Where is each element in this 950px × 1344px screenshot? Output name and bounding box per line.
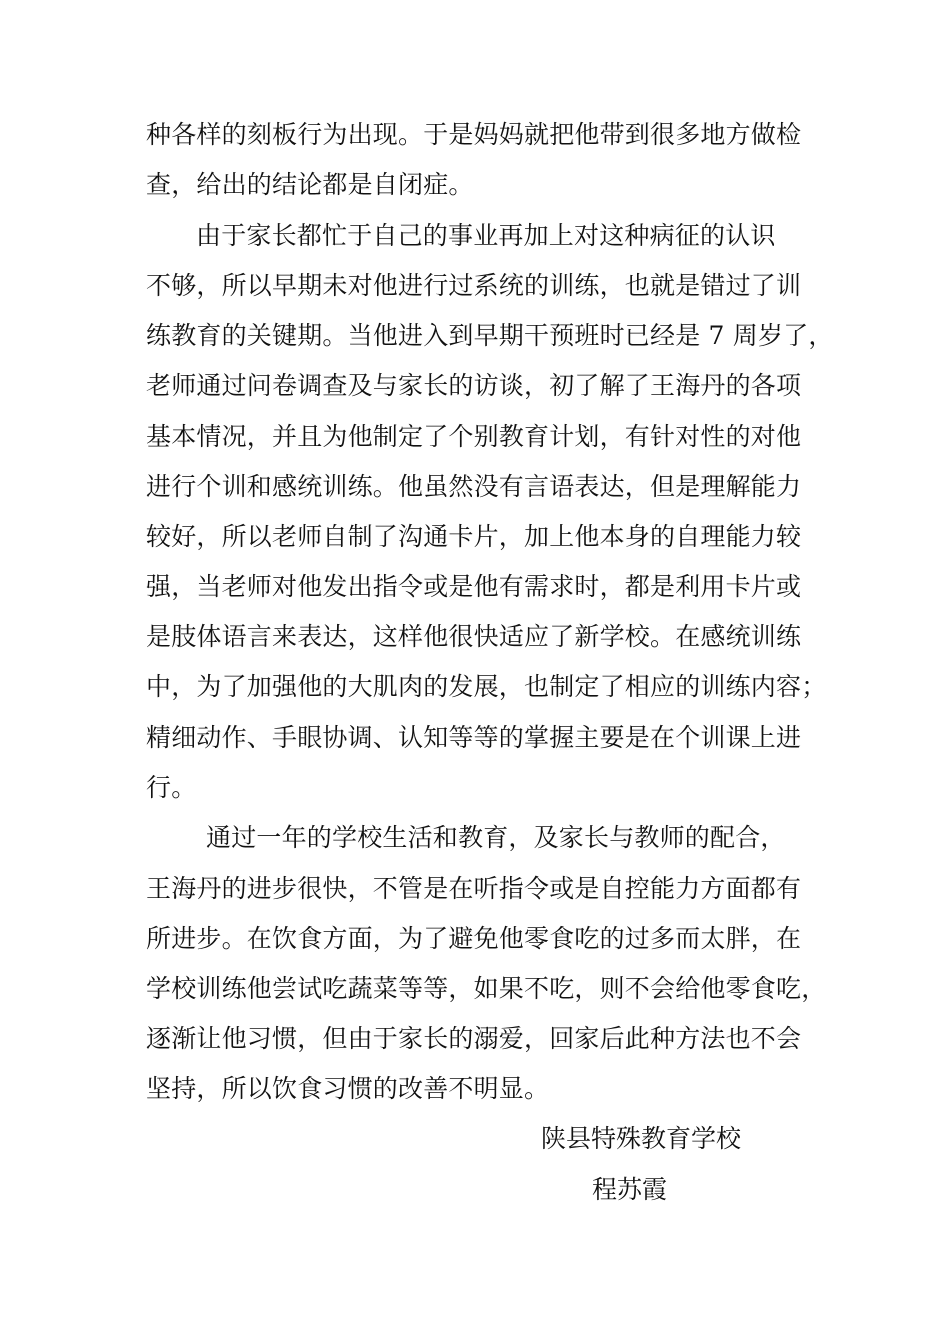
- paragraph-2-line-8: 强，当老师对他发出指令或是他有需求时，都是利用卡片或: [146, 572, 802, 601]
- signature-author: 程苏霞: [592, 1175, 668, 1204]
- paragraph-2-line-6: 进行个训和感统训练。他虽然没有言语表达，但是理解能力: [146, 472, 802, 501]
- paragraph-2-line-1: 由于家长都忙于自己的事业再加上对这种病征的认识: [196, 221, 776, 250]
- paragraph-2-line-9: 是肢体语言来表达，这样他很快适应了新学校。在感统训练: [146, 622, 802, 651]
- paragraph-3-line-2: 王海丹的进步很快，不管是在听指令或是自控能力方面都有: [146, 874, 802, 903]
- signature-school: 陕县特殊教育学校: [541, 1124, 742, 1153]
- paragraph-3-line-4: 学校训练他尝试吃蔬菜等等，如果不吃，则不会给他零食吃，: [146, 974, 827, 1003]
- paragraph-2-line-2: 不够，所以早期未对他进行过系统的训练，也就是错过了训: [146, 271, 802, 300]
- paragraph-3-line-3: 所进步。在饮食方面，为了避免他零食吃的过多而太胖，在: [146, 924, 802, 953]
- paragraph-2-line-7: 较好，所以老师自制了沟通卡片，加上他本身的自理能力较: [146, 522, 802, 551]
- paragraph-1-line-1: 种各样的刻板行为出现。于是妈妈就把他带到很多地方做检: [146, 120, 802, 149]
- paragraph-2-line-10: 中，为了加强他的大肌肉的发展，也制定了相应的训练内容；: [146, 672, 827, 701]
- paragraph-2-line-3: 练教育的关键期。当他进入到早期干预班时已经是 7 周岁了，: [146, 321, 834, 350]
- paragraph-3-line-6: 坚持，所以饮食习惯的改善不明显。: [146, 1074, 550, 1103]
- paragraph-3-line-1: 通过一年的学校生活和教育，及家长与教师的配合，: [206, 823, 786, 852]
- paragraph-2-line-11: 精细动作、手眼协调、认知等等的掌握主要是在个训课上进: [146, 723, 802, 752]
- paragraph-2-line-12: 行。: [146, 773, 197, 802]
- paragraph-3-line-5: 逐渐让他习惯，但由于家长的溺爱，回家后此种方法也不会: [146, 1024, 802, 1053]
- paragraph-1-line-2: 查，给出的结论都是自闭症。: [146, 170, 474, 199]
- paragraph-2-line-4: 老师通过问卷调查及与家长的访谈，初了解了王海丹的各项: [146, 371, 802, 400]
- paragraph-2-line-5: 基本情况，并且为他制定了个别教育计划，有针对性的对他: [146, 422, 802, 451]
